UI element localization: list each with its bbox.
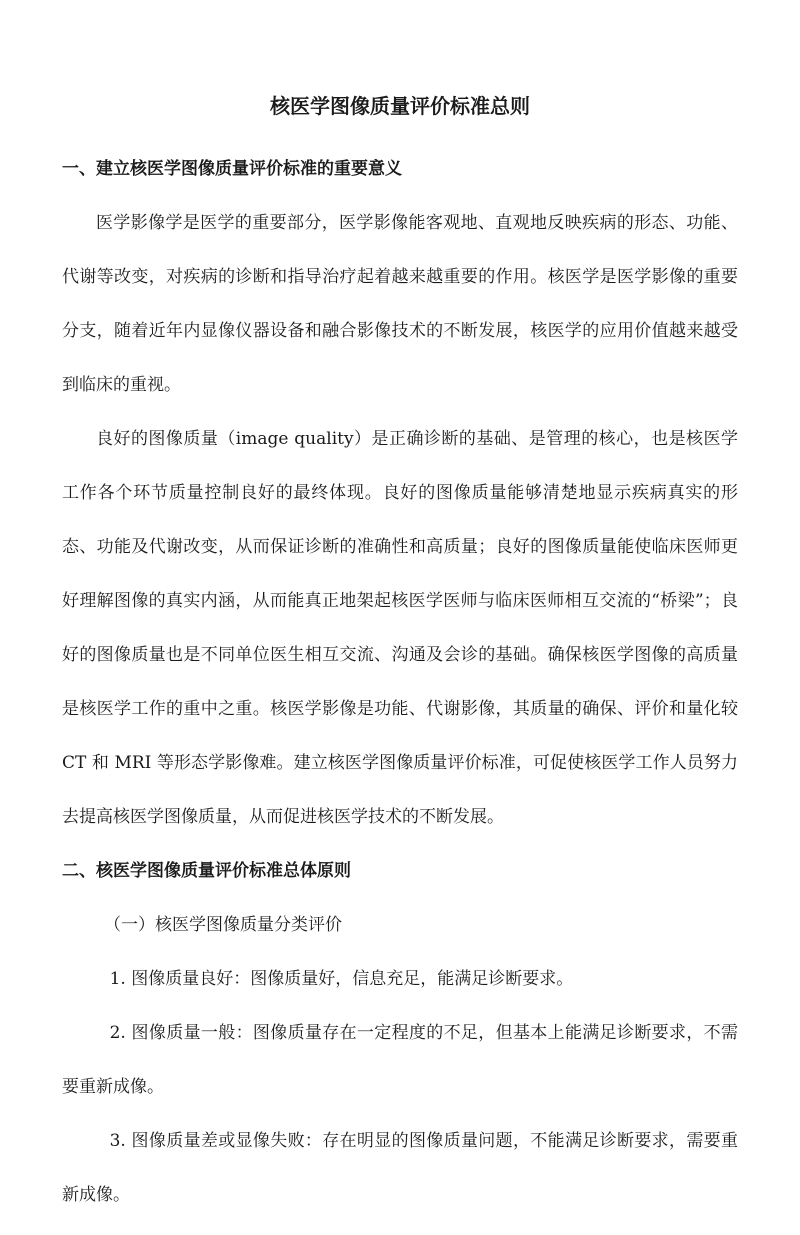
section-2-heading: 二、核医学图像质量评价标准总体原则 <box>62 861 351 881</box>
quality-class-item-3: 3. 图像质量差或显像失败：存在明显的图像质量问题，不能满足诊断要求，需要重新成像。 <box>62 1131 738 1205</box>
document-title: 核医学图像质量评价标准总则 <box>270 94 530 118</box>
section-1-heading: 一、建立核医学图像质量评价标准的重要意义 <box>62 159 402 179</box>
quality-class-item-1: 1. 图像质量良好：图像质量好，信息充足，能满足诊断要求。 <box>109 969 574 989</box>
section-2-subheading: （一）核医学图像质量分类评价 <box>104 915 342 935</box>
quality-class-item-2: 2. 图像质量一般：图像质量存在一定程度的不足，但基本上能满足诊断要求，不需要重新成像。 <box>62 1023 738 1097</box>
section-1-paragraph-1: 医学影像学是医学的重要部分，医学影像能客观地、直观地反映疾病的形态、功能、代谢等改变，对疾病的诊断和指导治疗起着越来越重要的作用。核医学是医学影像的重要分支，随着近年内显像仪器设备和融合影像技术的不断发展，核医学的应用价值越来越受到临床的重视。 <box>62 213 738 395</box>
section-1-paragraph-2: 良好的图像质量（image quality）是正确诊断的基础、是管理的核心，也是核医学工作各个环节质量控制良好的最终体现。良好的图像质量能够清楚地显示疾病真实的形态、功能及代谢改变，从而保证诊断的准确性和高质量；良好的图像质量能使临床医师更好理解图像的真实内涵，从而能真正地架起核医学医师与临床医师相互交流的“桥梁”；良好的图像质量也是不同单位医生相互交流、沟通及会诊的基础。确保核医学图像的高质量是核医学工作的重中之重。核医学影像是功能、代谢影像，其质量的确保、评价和量化较 CT 和 MRI 等形态学影像难。建立核医学图像质量评价标准，可促使核医学工作人员努力去提高核医学图像质量，从而促进核医学技术的不断发展。 <box>62 429 738 827</box>
